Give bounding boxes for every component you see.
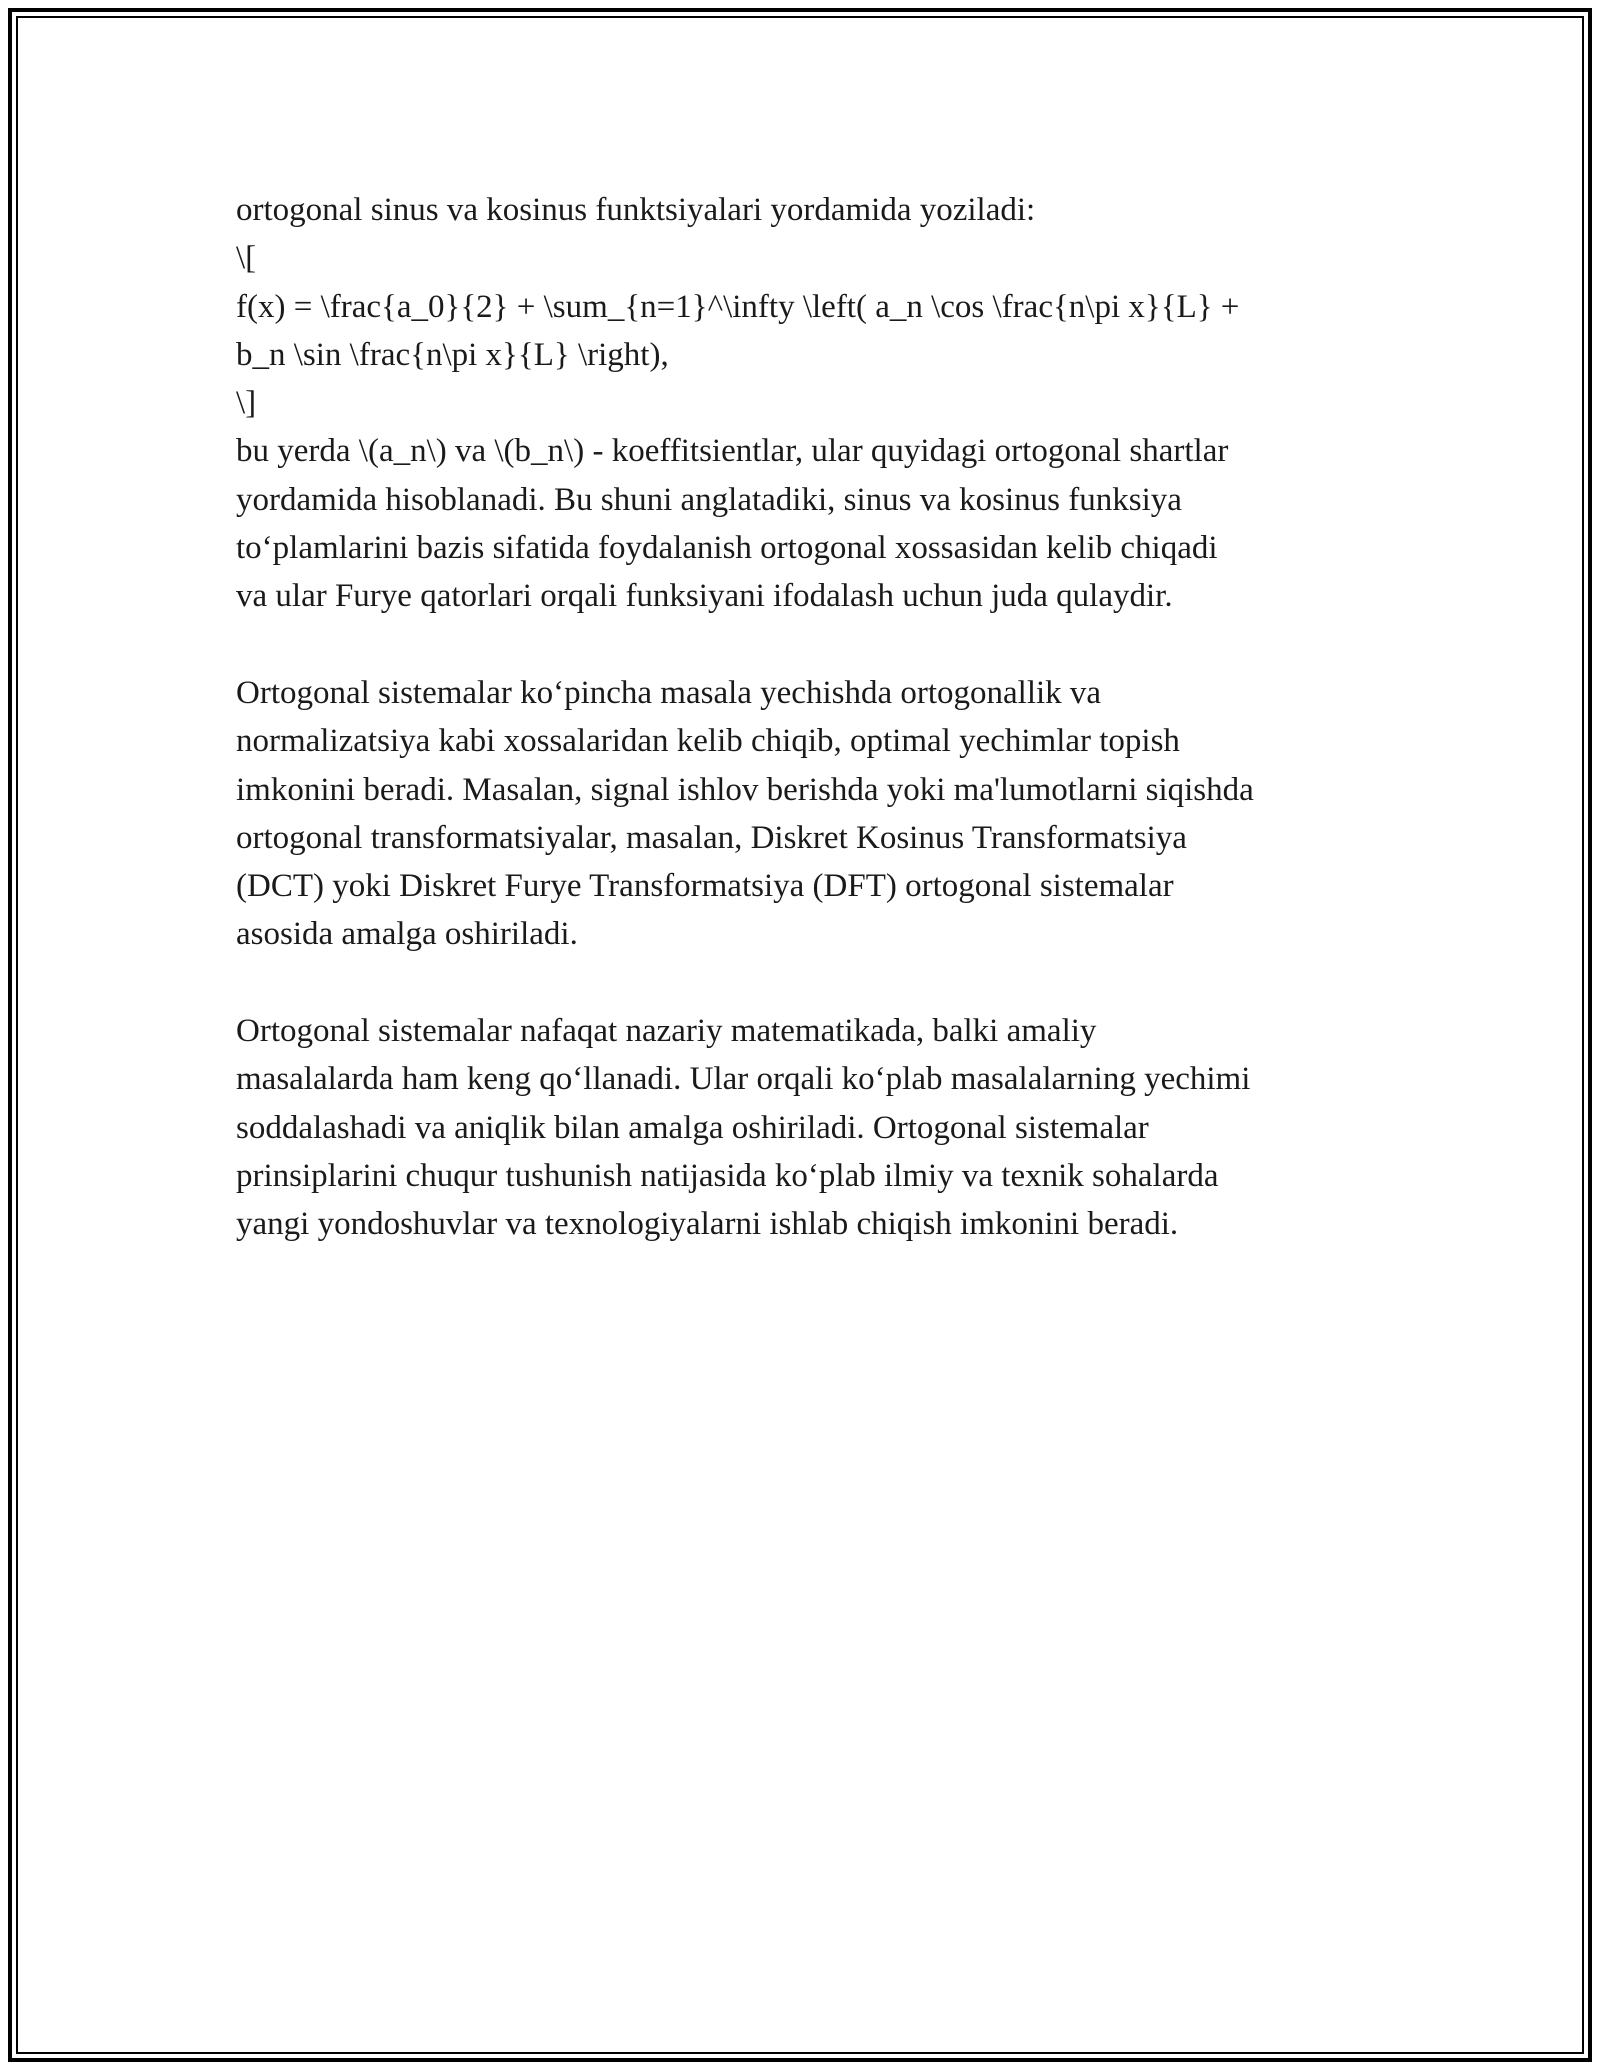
text-line: masalalarda ham keng qo‘llanadi. Ular orqali ko‘plab masalalarning yechimi — [236, 1061, 1251, 1098]
text-line: asosida amalga oshiriladi. — [236, 916, 578, 953]
text-line: va ular Furye qatorlari orqali funksiyani ifodalash uchun juda qulaydir. — [236, 578, 1173, 615]
paragraph-gap — [236, 621, 1376, 669]
paragraph-formula — [236, 186, 1376, 621]
text-line: yordamida hisoblanadi. Bu shuni anglatadiki, sinus va kosinus funksiya — [236, 481, 1182, 518]
text-line: prinsiplarini chuqur tushunish natijasida ko‘plab ilmiy va texnik sohalarda — [236, 1157, 1219, 1194]
text-line: ortogonal transformatsiyalar, masalan, Diskret Kosinus Transformatsiya — [236, 819, 1187, 856]
document-body — [236, 186, 1376, 1249]
paragraph-transforms — [236, 669, 1376, 959]
text-line: normalizatsiya kabi xossalaridan kelib chiqib, optimal yechimlar topish — [236, 723, 1180, 760]
text-line: Ortogonal sistemalar ko‘pincha masala yechishda ortogonallik va — [236, 674, 1102, 711]
text-line: Ortogonal sistemalar nafaqat nazariy matematikada, balki amaliy — [236, 1013, 1097, 1050]
text-line: soddalashadi va aniqlik bilan amalga oshiriladi. Ortogonal sistemalar — [236, 1109, 1149, 1146]
text-line: (DCT) yoki Diskret Furye Transformatsiya (DFT) ortogonal sistemalar — [236, 868, 1174, 905]
formula-open: \[ — [236, 240, 257, 277]
formula-line: b_n \sin \frac{n\pi x}{L} \right), — [236, 336, 669, 373]
paragraph-applications — [236, 1007, 1376, 1248]
text-line: yangi yondoshuvlar va texnologiyalarni ishlab chiqish imkonini beradi. — [236, 1206, 1179, 1243]
formula-line: f(x) = \frac{a_0}{2} + \sum_{n=1}^\infty \left( a_n \cos \frac{n\pi x}{L} + — [236, 288, 1240, 325]
text-line: ortogonal sinus va kosinus funktsiyalari yordamida yoziladi: — [236, 192, 1036, 228]
text-line: to‘plamlarini bazis sifatida foydalanish ortogonal xossasidan kelib chiqadi — [236, 530, 1218, 567]
paragraph-gap — [236, 959, 1376, 1007]
text-line: imkonini beradi. Masalan, signal ishlov berishda yoki ma'lumotlarni siqishda — [236, 771, 1254, 808]
text-line: bu yerda \(a_n\) va \(b_n\) - koeffitsientlar, ular quyidagi ortogonal shartlar — [236, 433, 1229, 470]
formula-close: \] — [236, 385, 257, 422]
